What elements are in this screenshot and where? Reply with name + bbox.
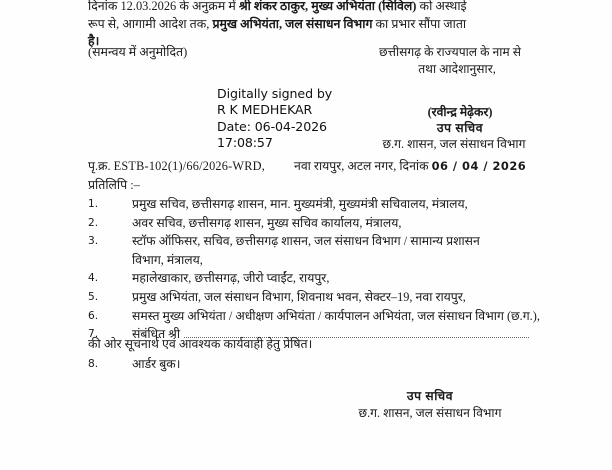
governor-line-1: छत्तीसगढ़ के राज्यपाल के नाम से bbox=[378, 45, 521, 59]
dsig-line-2: R K MEDHEKAR bbox=[217, 102, 313, 118]
list-item-label: संबंधित श्री bbox=[132, 327, 181, 342]
approval-note: (समन्वय में अनुमोदित) bbox=[88, 45, 188, 59]
body-line-2-bold: प्रमुख अभियंता, जल संसाधन विभाग bbox=[212, 16, 373, 31]
reference-number: ESTB-102(1)/66/2026-WRD, bbox=[113, 159, 265, 173]
list-item bbox=[88, 288, 558, 307]
dsig-line-1: Digitally signed by bbox=[217, 86, 333, 101]
governor-line-2: तथा आदेशानुसार, bbox=[418, 62, 496, 76]
body-line-1-prefix: दिनांक 12.03.2026 के अनुक्रम में bbox=[88, 0, 239, 13]
list-item-number: 7. bbox=[88, 328, 99, 341]
list-item bbox=[88, 214, 558, 233]
list-item-number: 4. bbox=[88, 272, 99, 285]
list-item-number: 6. bbox=[88, 309, 99, 322]
list-item bbox=[88, 232, 558, 269]
recipients-list bbox=[88, 195, 558, 344]
list-item-text: अवर सचिव, छत्तीसगढ़ शासन, मुख्य सचिव कार्यालय, मंत्रालय, bbox=[132, 215, 402, 230]
signatory-name: (रवीन्द्र मेढ़ेकर) bbox=[427, 105, 493, 119]
copy-to-label: प्रतिलिपि :– bbox=[88, 178, 140, 192]
dsig-line-4: 17:08:57 bbox=[217, 135, 273, 151]
list-item-continuation: विभाग, मंत्रालय, bbox=[132, 252, 203, 267]
body-line-1-suffix: को अस्थाई bbox=[416, 0, 467, 13]
digital-signature-stamp bbox=[217, 86, 332, 152]
list-item-text: स्टॉफ ऑफिसर, सचिव, छत्तीसगढ़ शासन, जल संसाधन विभाग / सामान्य प्रशासन bbox=[132, 234, 480, 249]
list-item-number: 1. bbox=[88, 198, 99, 210]
body-line-3: है। bbox=[88, 34, 100, 49]
footer-signature-department: छ.ग. शासन, जल संसाधन विभाग bbox=[358, 406, 502, 420]
body-line-2-prefix: रूप से, आगामी आदेश तक, bbox=[88, 16, 213, 31]
signatory-block bbox=[360, 104, 560, 152]
body-line-1 bbox=[88, 0, 528, 16]
reference-date: 06 / 04 / 2026 bbox=[431, 159, 527, 173]
signatory-department: छ.ग. शासन, जल संसाधन विभाग bbox=[382, 137, 526, 151]
reference-place-text: नवा रायपुर, अटल नगर, दिनांक bbox=[294, 159, 429, 173]
order-book-text: आर्डर बुक। bbox=[132, 357, 181, 371]
footer-signature-title: उप सचिव bbox=[406, 389, 454, 403]
body-line-1-bold: श्री शंकर ठाकुर, मुख्य अभियंता (सिविल) bbox=[238, 0, 417, 13]
governor-order-block bbox=[330, 44, 570, 78]
list-item-text: महालेखाकार, छत्तीसगढ़, जीरो प्वाईंट, रायपुर, bbox=[132, 271, 330, 286]
list-item-text: समस्त मुख्य अभियंता / अधीक्षण अभियंता / कार्यपालन अभियंता, जल संसाधन विभाग (छ.ग.), bbox=[132, 308, 540, 323]
list-item-number: 2. bbox=[88, 216, 99, 229]
body-line-2 bbox=[88, 16, 528, 34]
footer-signature-block bbox=[300, 388, 560, 422]
reference-line bbox=[88, 157, 540, 174]
list-item bbox=[88, 195, 558, 214]
list-item-number: 5. bbox=[88, 290, 99, 303]
reference-place bbox=[294, 157, 526, 174]
list-item-text: प्रमुख अभियंता, जल संसाधन विभाग, शिवनाथ भवन, सेक्टर–19, नवा रायपुर, bbox=[132, 289, 466, 304]
order-book-number: 8. bbox=[88, 358, 99, 370]
body-line-2-suffix: का प्रभार सौंपा जाता bbox=[372, 16, 467, 31]
list-item bbox=[88, 269, 558, 288]
order-book-item bbox=[88, 355, 388, 374]
reference-label: पृ.क्र. bbox=[88, 159, 111, 173]
list-item-number: 3. bbox=[88, 235, 99, 248]
list-item bbox=[88, 307, 558, 326]
signatory-title: उप सचिव bbox=[436, 121, 484, 135]
dsig-line-3: Date: 06-04-2026 bbox=[217, 118, 327, 134]
forwarded-note: की ओर सूचनार्थ एवं आवश्यक कार्यवाही हेतु प्रेषित। bbox=[88, 337, 313, 351]
list-item-text: प्रमुख सचिव, छत्तीसगढ़ शासन, मान. मुख्यमंत्री, मुख्यमंत्री सचिवालय, मंत्रालय, bbox=[132, 197, 468, 211]
